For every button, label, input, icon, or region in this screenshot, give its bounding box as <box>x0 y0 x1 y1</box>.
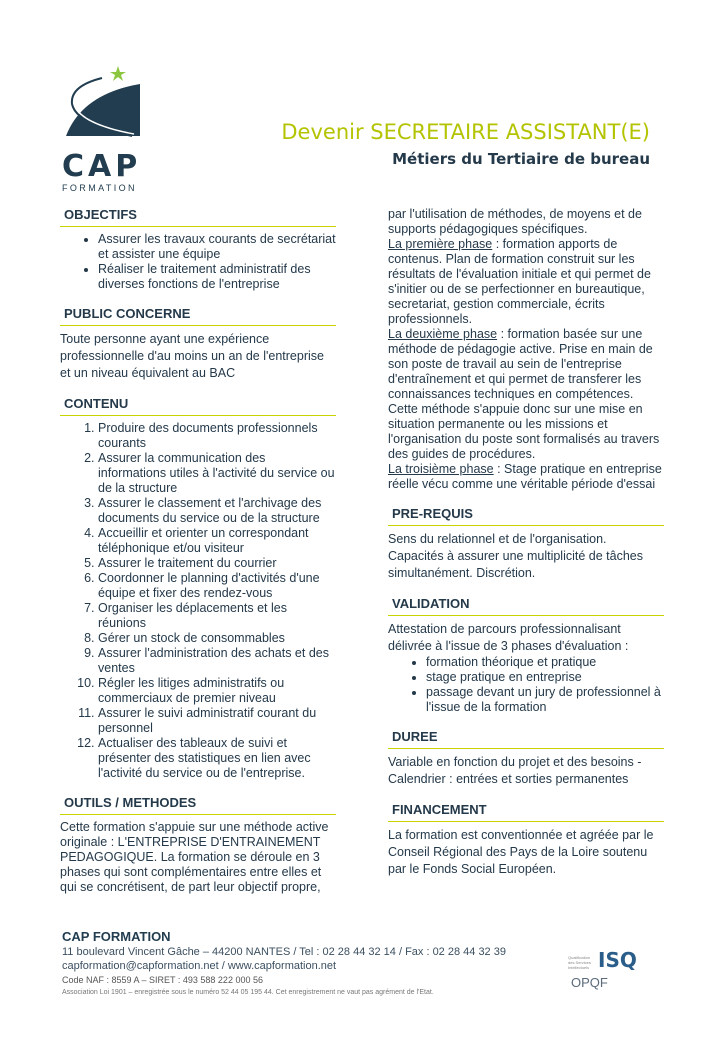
list-item: • Assurer les travaux courants de secrétariat et assister une équipe <box>98 232 336 262</box>
heading-validation: VALIDATION <box>388 596 664 616</box>
list-item: 7. Organiser les déplacements et les réunions <box>98 601 336 631</box>
logo-subtext: FORMATION <box>62 183 137 193</box>
footer <box>0 929 725 1039</box>
prerequis-text: Sens du relationnel et de l'organisation. Capacités à assurer une multiplicité de tâches simultanément. Discrétion. <box>388 532 643 580</box>
list-item: 6. Coordonner le planning d'activités d'une équipe et fixer des rendez-vous <box>98 571 336 601</box>
contenu-list <box>60 421 336 781</box>
cap-formation-logo <box>62 64 144 193</box>
heading-outils: OUTILS / METHODES <box>60 795 336 815</box>
public-text: Toute personne ayant une expérience professionnelle d'au moins un an de l'entreprise et un niveau équivalent au BAC <box>60 332 324 380</box>
logo-icon <box>62 64 144 154</box>
duree-text: Variable en fonction du projet et des besoins - Calendrier : entrées et sorties permanentes <box>388 755 642 786</box>
right-column <box>388 207 664 909</box>
heading-public: PUBLIC CONCERNE <box>60 306 336 326</box>
financement-text: La formation est conventionnée et agréée par le Conseil Régional des Pays de la Loire soutenu par le Fonds Social Européen. <box>388 828 654 876</box>
section-prerequis <box>388 506 664 582</box>
outils-continued: par l'utilisation de méthodes, de moyens et de supports pédagogiques spécifiques. <box>388 207 642 236</box>
heading-objectifs: OBJECTIFS <box>60 207 336 227</box>
section-financement <box>388 802 664 878</box>
heading-duree: DUREE <box>388 729 664 749</box>
list-item: • passage devant un jury de professionnel à l'issue de la formation <box>426 685 664 715</box>
list-item: 5. Assurer le traitement du courrier <box>98 556 336 571</box>
outils-text: Cette formation s'appuie sur une méthode active originale : L'ENTREPRISE D'ENTRAINEMENT PEDAGOGIQUE. La formation se déroule en 3 phases qui sont complémentaires entre elles et qui se concrétisent, de part leur objectif propre, <box>60 820 329 894</box>
phase-text: : formation apports de contenus. Plan de formation construit sur les résultats de l'évaluation initiale et qui permet de s'initier ou de se perfectionner en bureautique, secretariat, gestion commerciale, écrits professionnels. <box>388 237 651 326</box>
logo-text: CAP <box>62 149 142 184</box>
section-duree <box>388 729 664 788</box>
section-contenu <box>60 396 336 781</box>
list-item: 10. Régler les litiges administratifs ou commerciaux de premier niveau <box>98 676 336 706</box>
isq-opqf-badge <box>568 949 648 991</box>
badge-isq: ISQ <box>598 948 637 972</box>
list-item: 8. Gérer un stock de consommables <box>98 631 336 646</box>
list-item: 3. Assurer le classement et l'archivage des documents du service ou de la structure <box>98 496 336 526</box>
phase-text: : formation basée sur une méthode de pédagogie active. Prise en main de son poste de travail au sein de l'entreprise d'entraînement et qui permet de transferer les connaissances techniques en compétences. Cette méthode s'appuie donc sur une mise en situation permanente ou les missions et l'organisation du poste sont formalisés au travers des guides de procédures. <box>388 327 660 461</box>
list-item: 4. Accueillir et orienter un correspondant téléphonique et/ou visiteur <box>98 526 336 556</box>
heading-prerequis: PRE-REQUIS <box>388 506 664 526</box>
footer-web[interactable]: capformation@capformation.net / www.capformation.net <box>62 960 337 972</box>
footer-address: 11 boulevard Vincent Gâche – 44200 NANTES / Tel : 02 28 44 32 14 / Fax : 02 28 44 32 39 <box>62 946 506 958</box>
footer-codes: Code NAF : 8559 A – SIRET : 493 588 222 000 56 <box>62 975 263 985</box>
heading-financement: FINANCEMENT <box>388 802 664 822</box>
content-columns <box>0 200 725 909</box>
phase-label: La troisième phase <box>388 462 494 476</box>
page-title: Devenir SECRETAIRE ASSISTANT(E) <box>281 120 650 144</box>
list-item: • stage pratique en entreprise <box>426 670 664 685</box>
page-subtitle: Métiers du Tertiaire de bureau <box>392 150 650 168</box>
list-item: 9. Assurer l'administration des achats et des ventes <box>98 646 336 676</box>
left-column <box>60 207 336 909</box>
section-outils-continued <box>388 207 664 492</box>
footer-legal: Association Loi 1901 – enregistrée sous le numéro 52 44 05 195 44. Cet enregistrement ne vaut pas agrément de l'Etat. <box>62 989 434 996</box>
section-validation <box>388 596 664 715</box>
badge-caption: Qualification des Services Intellectuels <box>568 955 591 970</box>
list-item: 12. Actualiser des tableaux de suivi et présenter des statistiques en lien avec l'activité du service ou de l'entreprise. <box>98 736 336 781</box>
phase-label: La première phase <box>388 237 493 251</box>
phase-label: La deuxième phase <box>388 327 498 341</box>
badge-opqf: OPQF <box>571 975 608 990</box>
section-public <box>60 306 336 382</box>
phase-text: : Stage pratique en entreprise réelle vécu comme une véritable période d'essai <box>388 462 662 491</box>
list-item: 2. Assurer la communication des informations utiles à l'activité du service ou de la structure <box>98 451 336 496</box>
list-item: 1. Produire des documents professionnels courants <box>98 421 336 451</box>
validation-text: Attestation de parcours professionnalisant délivrée à l'issue de 3 phases d'évaluation : <box>388 622 629 653</box>
header <box>0 0 725 200</box>
section-outils <box>60 795 336 895</box>
section-objectifs <box>60 207 336 292</box>
footer-name: CAP FORMATION <box>62 929 171 944</box>
list-item: 11. Assurer le suivi administratif courant du personnel <box>98 706 336 736</box>
list-item: • Réaliser le traitement administratif des diverses fonctions de l'entreprise <box>98 262 336 292</box>
heading-contenu: CONTENU <box>60 396 336 416</box>
list-item: • formation théorique et pratique <box>426 655 664 670</box>
